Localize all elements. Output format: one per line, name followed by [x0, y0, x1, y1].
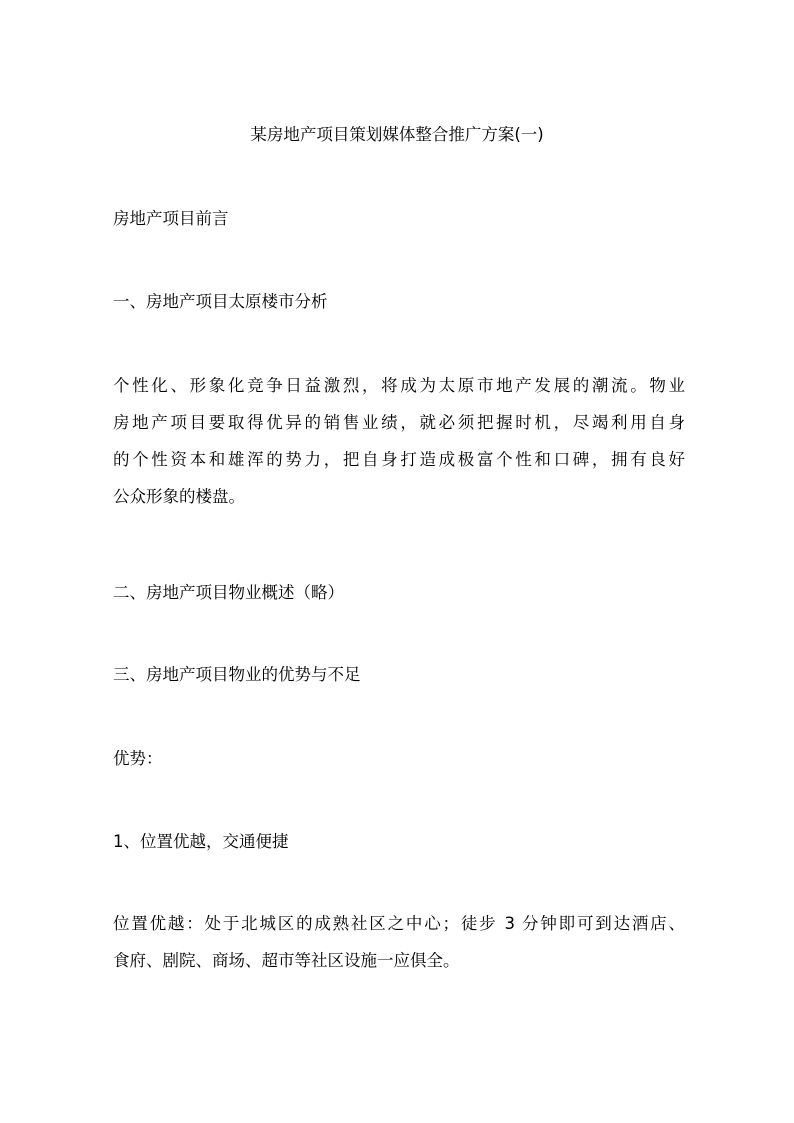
- paragraph-line: 公众形象的楼盘。: [113, 487, 245, 506]
- paragraph-line: 位置优越：处于北城区的成熟社区之中心；徒步 3 分钟即可到达酒店、: [113, 914, 685, 933]
- section-2-heading: 二、房地产项目物业概述（略）: [113, 583, 344, 602]
- preface-heading: 房地产项目前言: [113, 209, 229, 228]
- paragraph-line: 的个性资本和雄浑的势力，把自身打造成极富个性和口碑，拥有良好: [113, 450, 685, 469]
- section-1-paragraph: [113, 367, 685, 515]
- paragraph-line: 个性化、形象化竞争日益激烈，将成为太原市地产发展的潮流。物业: [113, 376, 685, 395]
- point-1-heading: 1、位置优越，交通便捷: [113, 832, 289, 851]
- document-title: 某房地产项目策划媒体整合推广方案(一): [250, 125, 544, 144]
- point-1-paragraph: [113, 905, 685, 979]
- advantages-label: 优势：: [113, 749, 163, 768]
- paragraph-line: 食府、剧院、商场、超市等社区设施一应俱全。: [113, 951, 460, 970]
- section-3-heading: 三、房地产项目物业的优势与不足: [113, 665, 361, 684]
- section-1-heading: 一、房地产项目太原楼市分析: [113, 292, 328, 311]
- paragraph-line: 房地产项目要取得优异的销售业绩，就必须把握时机，尽竭利用自身: [113, 413, 685, 432]
